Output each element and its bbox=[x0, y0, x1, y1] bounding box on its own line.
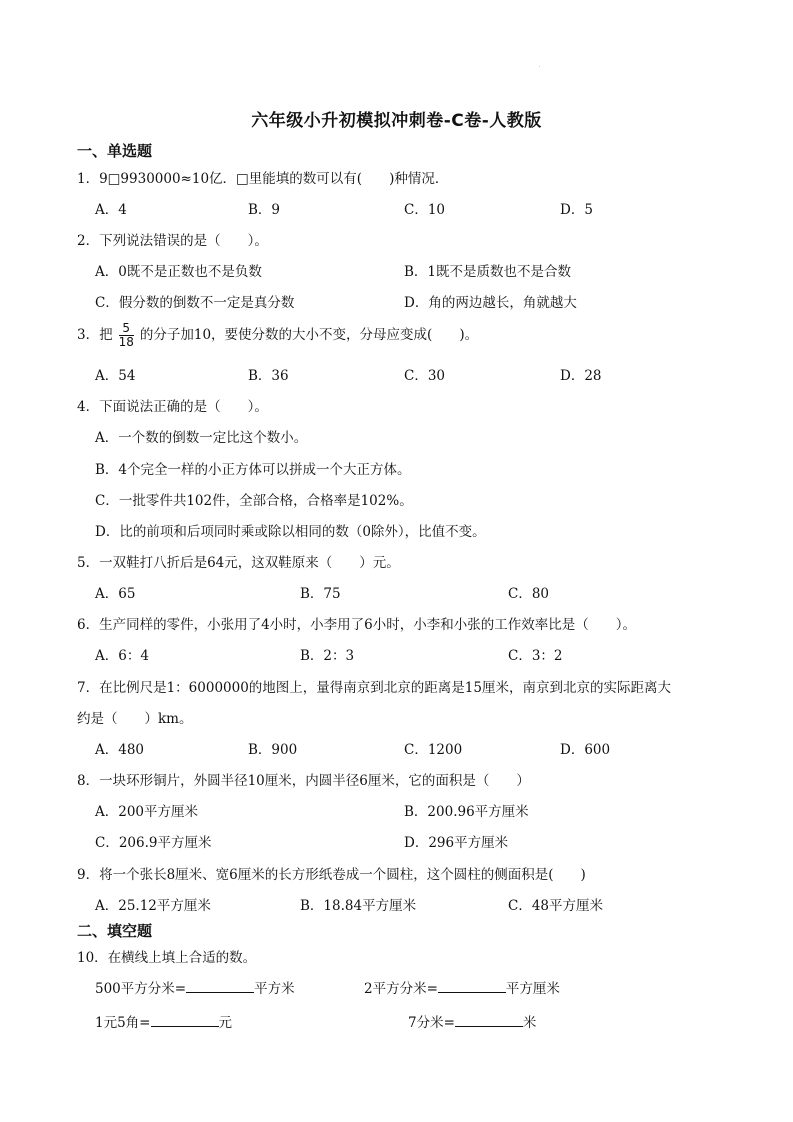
q3-option-d[interactable]: D．28 bbox=[560, 368, 602, 384]
q2-option-a[interactable]: A．0既不是正数也不是负数 bbox=[95, 264, 262, 280]
q1-option-b[interactable]: B．9 bbox=[248, 202, 281, 218]
fraction-numerator: 5 bbox=[119, 322, 134, 336]
q10-fill-3 bbox=[95, 1011, 232, 1031]
q7-option-c[interactable]: C．1200 bbox=[404, 742, 463, 758]
q8-option-a[interactable]: A．200平方厘米 bbox=[95, 804, 199, 820]
q1-option-c[interactable]: C．10 bbox=[404, 202, 446, 218]
fraction-denominator: 18 bbox=[118, 335, 134, 349]
fill-2-before: 2平方分米= bbox=[364, 981, 438, 997]
q4-option-c[interactable]: C．一批零件共102件，全部合格，合格率是102%。 bbox=[95, 493, 413, 509]
q10-fill-4 bbox=[408, 1011, 536, 1031]
q3-fraction bbox=[119, 322, 134, 349]
q5-option-b[interactable]: B．75 bbox=[300, 586, 341, 602]
q9-option-a[interactable]: A．25.12平方厘米 bbox=[95, 898, 211, 914]
fill-1-after: 平方米 bbox=[254, 981, 295, 997]
question-3 bbox=[77, 322, 478, 349]
question-10: 10．在横线上填上合适的数。 bbox=[77, 950, 257, 966]
question-1: 1．9□9930000≈10亿．□里能填的数可以有( )种情况． bbox=[77, 171, 449, 187]
q4-option-a[interactable]: A．一个数的倒数一定比这个数小。 bbox=[95, 430, 308, 446]
q6-option-b[interactable]: B．2：3 bbox=[300, 648, 355, 664]
question-5: 5．一双鞋打八折后是64元，这双鞋原来（ ）元。 bbox=[77, 555, 400, 571]
page-title: 六年级小升初模拟冲刺卷-C卷-人教版 bbox=[251, 111, 542, 131]
q3-stem-suffix: 的分子加10，要使分数的大小不变，分母应变成( )。 bbox=[139, 327, 479, 343]
q5-option-a[interactable]: A．65 bbox=[95, 586, 136, 602]
question-9: 9．将一个张长8厘米、宽6厘米的长方形纸卷成一个圆柱，这个圆柱的侧面积是( ) bbox=[77, 867, 586, 883]
q2-option-c[interactable]: C．假分数的倒数不一定是真分数 bbox=[95, 295, 295, 311]
fill-1-before: 500平方分米= bbox=[95, 981, 187, 997]
q7-option-d[interactable]: D．600 bbox=[560, 742, 611, 758]
question-6: 6．生产同样的零件，小张用了4小时，小李用了6小时，小李和小张的工作效率比是（ ）。 bbox=[77, 617, 637, 633]
q9-option-b[interactable]: B．18.84平方厘米 bbox=[300, 898, 417, 914]
fill-4-before: 7分米= bbox=[408, 1015, 455, 1031]
answer-blank-1[interactable] bbox=[186, 980, 254, 993]
q6-option-a[interactable]: A．6：4 bbox=[95, 648, 149, 664]
fill-4-after: 米 bbox=[522, 1015, 537, 1031]
q2-option-b[interactable]: B．1既不是质数也不是合数 bbox=[404, 264, 572, 280]
q8-option-d[interactable]: D．296平方厘米 bbox=[404, 835, 509, 851]
q4-option-d[interactable]: D．比的前项和后项同时乘或除以相同的数（0除外），比值不变。 bbox=[95, 524, 486, 540]
q10-fill-2 bbox=[364, 977, 560, 997]
q1-option-d[interactable]: D．5 bbox=[560, 202, 593, 218]
q3-option-a[interactable]: A．54 bbox=[95, 368, 136, 384]
q4-option-b[interactable]: B．4个完全一样的小正方体可以拼成一个大正方体。 bbox=[95, 462, 411, 478]
answer-blank-4[interactable] bbox=[455, 1014, 523, 1027]
q8-option-c[interactable]: C．206.9平方厘米 bbox=[95, 835, 212, 851]
fill-2-after: 平方厘米 bbox=[505, 981, 560, 997]
section-heading-fill-in: 二、填空题 bbox=[77, 922, 153, 940]
q3-stem-prefix: 3．把 bbox=[77, 327, 113, 343]
fill-3-after: 元 bbox=[218, 1015, 232, 1031]
q9-option-c[interactable]: C．48平方厘米 bbox=[508, 898, 604, 914]
question-7: 7．在比例尺是1：6000000的地图上，量得南京到北京的距离是15厘米，南京到北京的实际距离大 bbox=[77, 680, 671, 696]
q6-option-c[interactable]: C．3：2 bbox=[508, 648, 563, 664]
question-2: 2．下列说法错误的是（ ）。 bbox=[77, 233, 268, 249]
question-8: 8．一块环形铜片，外圆半径10厘米，内圆半径6厘米，它的面积是（ ） bbox=[77, 773, 530, 789]
q5-option-c[interactable]: C．80 bbox=[508, 586, 550, 602]
q3-option-c[interactable]: C．30 bbox=[404, 368, 446, 384]
q1-option-a[interactable]: A．4 bbox=[95, 202, 127, 218]
q7-option-b[interactable]: B．900 bbox=[248, 742, 298, 758]
question-4: 4．下面说法正确的是（ ）。 bbox=[77, 399, 268, 415]
q3-option-b[interactable]: B．36 bbox=[248, 368, 289, 384]
answer-blank-2[interactable] bbox=[438, 980, 506, 993]
fill-3-before: 1元5角= bbox=[95, 1015, 151, 1031]
q7-option-a[interactable]: A．480 bbox=[95, 742, 145, 758]
q2-option-d[interactable]: D．角的两边越长，角就越大 bbox=[404, 295, 577, 311]
question-7-line2: 约是（ ）km。 bbox=[77, 711, 193, 727]
section-heading-single-choice: 一、单选题 bbox=[77, 142, 153, 160]
q8-option-b[interactable]: B．200.96平方厘米 bbox=[404, 804, 529, 820]
answer-blank-3[interactable] bbox=[151, 1014, 219, 1027]
scan-artifact bbox=[539, 66, 540, 67]
q10-fill-1 bbox=[95, 977, 295, 997]
